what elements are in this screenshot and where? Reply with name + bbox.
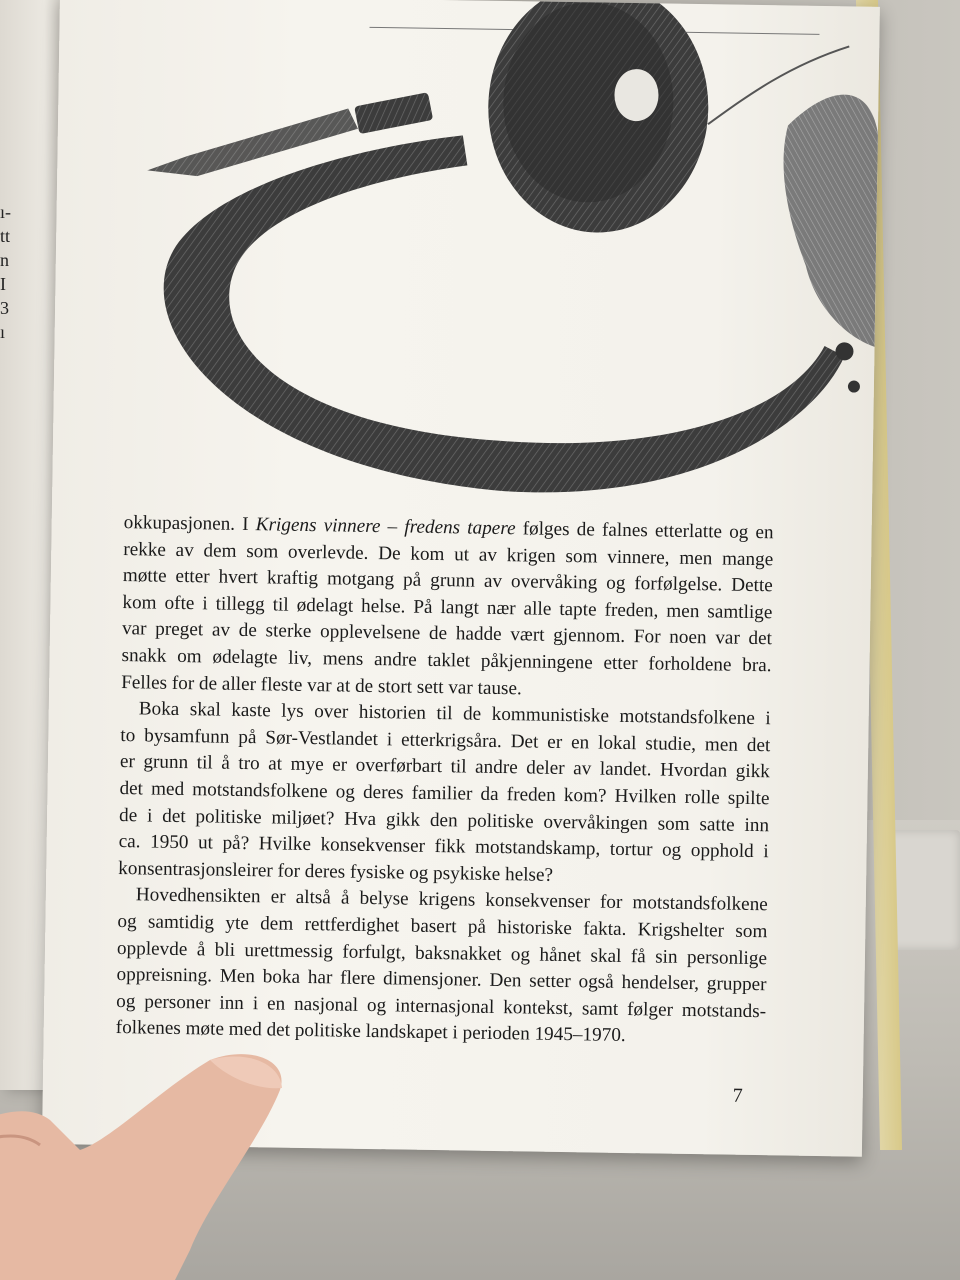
- paragraph-2-line: det med motstandsfolkene og deres familier da freden kom? Hvilken rolle spilte: [119, 777, 770, 810]
- paragraph-3-line: oppreisning. Men boka har flere dimensjoner. Den setter også hendelser, grupper: [116, 964, 767, 996]
- paragraph-2-line: konsentrasjonsleirer for deres fysiske og psykiske helse?: [118, 857, 554, 886]
- headphones-illustration: [82, 0, 880, 517]
- left-page-text-fragments: ı- tt n I 3 ı: [0, 202, 11, 342]
- page-number: 7: [732, 1084, 743, 1107]
- paragraph-2-line: Boka skal kaste lys over historien til de kommunistiske motstandsfolkene i: [138, 698, 771, 730]
- paragraph-2-line: to bysamfunn på Sør-Vestlandet i etterkrigsåra. Det er en lokal studie, men det: [120, 724, 771, 756]
- paragraph-2-line: er grunn til å tro at mye er overførbart til andre deler av landet. Hvordan gikk: [119, 751, 771, 783]
- paragraph-2-line: ca. 1950 ut på? Hvilke konsekvenser fikk motstandskamp, tortur og opphold i: [118, 831, 769, 863]
- paragraph-1-line: møtte etter hvert kraftig motgang på grunn av overvåking og forfølgelse. Dette: [122, 565, 773, 597]
- paragraph-1-line: kom ofte i tillegg til ødelagt helse. På langt nær alle tapte freden, men samtlige: [122, 591, 773, 624]
- paragraph-3-line: og samtidig yte dem rettferdighet basert på historiske fakta. Krigshelter som: [117, 910, 768, 943]
- paragraph-1-line: rekke av dem som overlevde. De kom ut av krigen som vinnere, men mange: [123, 538, 774, 570]
- paragraph-1-line: Felles for de aller fleste var at de stort sett var tause.: [121, 671, 522, 699]
- paragraph-3-line: folkenes møte med det politiske landskapet i perioden 1945–1970.: [115, 1017, 626, 1047]
- paragraph-3-line: og personer inn i en nasjonal og internasjonal kontekst, samt følger motstands-: [116, 990, 767, 1022]
- paragraph-1-line: snakk om ødelagte liv, mens andre taklet påkjenningene etter forholdene bra.: [121, 645, 772, 677]
- paragraph-3-line: Hovedhensikten er altså å belyse krigens konsekvenser for motstandsfolkene: [135, 884, 768, 916]
- paragraph-1-line: var preget av de sterke opplevelsene de hadde vært gjennom. For noen var det: [121, 618, 773, 650]
- paragraph-3-line: opplevde å bli urettmessig forfulgt, baksnakket og hånet skal få sin personlige: [116, 937, 768, 969]
- book-page: [42, 0, 880, 1157]
- paragraph-1-line: okkupasjonen. I Krigens vinnere – fredens tapere følges de falnes etterlatte og en: [123, 512, 774, 544]
- body-text: [116, 510, 774, 1052]
- paragraph-2-line: de i det politiske miljøet? Hva gikk den politiske overvåkingen som satte inn: [118, 804, 770, 836]
- book-title-italic: Krigens vinnere – fredens tapere: [255, 514, 516, 540]
- hand-holding-book: [0, 1050, 340, 1280]
